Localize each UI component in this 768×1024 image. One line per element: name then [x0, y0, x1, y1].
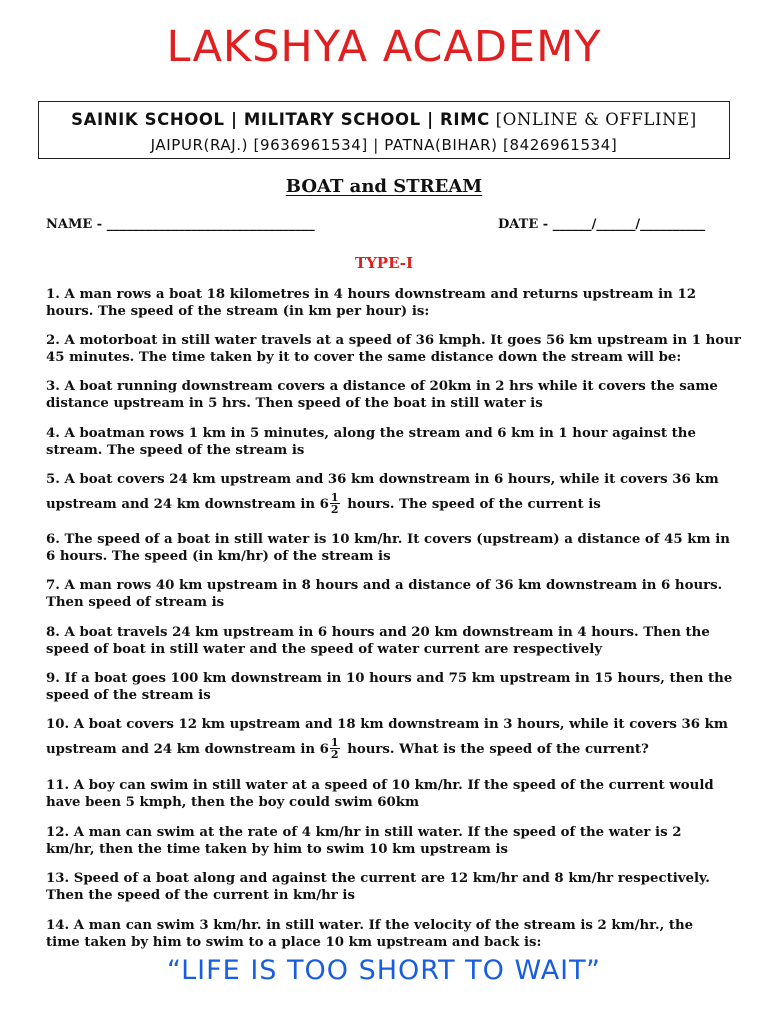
motto: “LIFE IS TOO SHORT TO WAIT” — [166, 955, 602, 986]
question-line: hours. The speed of the stream (in km per hour) is: — [46, 304, 430, 319]
question-line: Then the speed of the current in km/hr is — [46, 888, 355, 903]
section-heading: TYPE-I — [354, 254, 414, 272]
question-14 — [46, 917, 731, 951]
question-line: 2. A motorboat in still water travels at a speed of 36 kmph. It goes 56 km upstream in 1 hour — [46, 333, 741, 348]
fraction-denominator: 2 — [330, 503, 339, 516]
topic-title: BOAT and STREAM — [285, 176, 483, 197]
question-1 — [46, 286, 731, 320]
question-text: hours. The speed of the current is — [342, 497, 601, 512]
name-field: NAME - ________________________________ — [46, 217, 315, 232]
question-line: 3. A boat running downstream covers a distance of 20km in 2 hrs while it covers the same — [46, 379, 718, 394]
school-mode: [ONLINE & OFFLINE] — [489, 110, 697, 129]
question-line: 11. A boy can swim in still water at a speed of 10 km/hr. If the speed of the current would — [46, 778, 714, 793]
question-line: 10. A boat covers 12 km upstream and 18 km downstream in 3 hours, while it covers 36 km — [46, 717, 728, 732]
question-text: upstream and 24 km downstream in 6 — [46, 742, 329, 757]
date-field: DATE - ______/______/__________ — [498, 217, 706, 232]
question-4 — [46, 425, 731, 459]
worksheet-topic — [0, 176, 768, 197]
question-13 — [46, 870, 731, 904]
question-line: time taken by him to swim to a place 10 km upstream and back is: — [46, 935, 542, 950]
academy-title: LAKSHYA ACADEMY — [166, 22, 602, 72]
school-info-box — [38, 101, 730, 159]
question-line: 12. A man can swim at the rate of 4 km/hr in still water. If the speed of the water is 2 — [46, 825, 682, 840]
question-line: have been 5 kmph, then the boy could swim 60km — [46, 795, 420, 810]
question-line: 8. A boat travels 24 km upstream in 6 hours and 20 km downstream in 4 hours. Then the — [46, 625, 710, 640]
question-line: 13. Speed of a boat along and against the current are 12 km/hr and 8 km/hr respectively. — [46, 871, 710, 886]
question-5 — [46, 471, 731, 516]
school-categories-main: SAINIK SCHOOL | MILITARY SCHOOL | RIMC — [71, 110, 490, 129]
question-8 — [46, 624, 731, 658]
question-line: distance upstream in 5 hrs. Then speed of the boat in still water is — [46, 396, 543, 411]
question-line: 45 minutes. The time taken by it to cover the same distance down the stream will be: — [46, 350, 682, 365]
question-line-fraction — [46, 738, 731, 761]
question-text: upstream and 24 km downstream in 6 — [46, 497, 329, 512]
question-12 — [46, 824, 731, 858]
question-line: 5. A boat covers 24 km upstream and 36 km downstream in 6 hours, while it covers 36 km — [46, 472, 719, 487]
question-line: 14. A man can swim 3 km/hr. in still water. If the velocity of the stream is 2 km/hr., the — [46, 918, 694, 933]
question-11 — [46, 777, 731, 811]
question-line: 1. A man rows a boat 18 kilometres in 4 hours downstream and returns upstream in 12 — [46, 287, 696, 302]
fraction-numerator: 1 — [330, 491, 339, 504]
fraction — [330, 737, 340, 760]
contact-info: JAIPUR(RAJ.) [9636961534] | PATNA(BIHAR) [8426961534] — [150, 136, 618, 154]
question-3 — [46, 378, 731, 412]
school-categories — [39, 110, 729, 129]
question-line: 6. The speed of a boat in still water is 10 km/hr. It covers (upstream) a distance of 45 km in — [46, 532, 730, 547]
question-line: 4. A boatman rows 1 km in 5 minutes, along the stream and 6 km in 1 hour against the — [46, 426, 696, 441]
question-6 — [46, 531, 731, 565]
question-text: hours. What is the speed of the current? — [342, 742, 649, 757]
fraction-numerator: 1 — [330, 736, 339, 749]
question-line: speed of the stream is — [46, 688, 211, 703]
question-line: speed of boat in still water and the speed of water current are respectively — [46, 642, 603, 657]
question-line: km/hr, then the time taken by him to swim 10 km upstream is — [46, 842, 508, 857]
question-9 — [46, 670, 731, 704]
question-line: 6 hours. The speed (in km/hr) of the stream is — [46, 549, 391, 564]
question-line: 7. A man rows 40 km upstream in 8 hours and a distance of 36 km downstream in 6 hours. — [46, 578, 723, 593]
question-line-fraction — [46, 493, 731, 516]
question-7 — [46, 577, 731, 611]
question-10 — [46, 716, 731, 761]
question-line: Then speed of stream is — [46, 595, 225, 610]
fraction-denominator: 2 — [330, 748, 339, 761]
question-line: stream. The speed of the stream is — [46, 443, 305, 458]
question-2 — [46, 332, 741, 366]
fraction — [330, 492, 340, 515]
question-line: 9. If a boat goes 100 km downstream in 10 hours and 75 km upstream in 15 hours, then the — [46, 671, 733, 686]
